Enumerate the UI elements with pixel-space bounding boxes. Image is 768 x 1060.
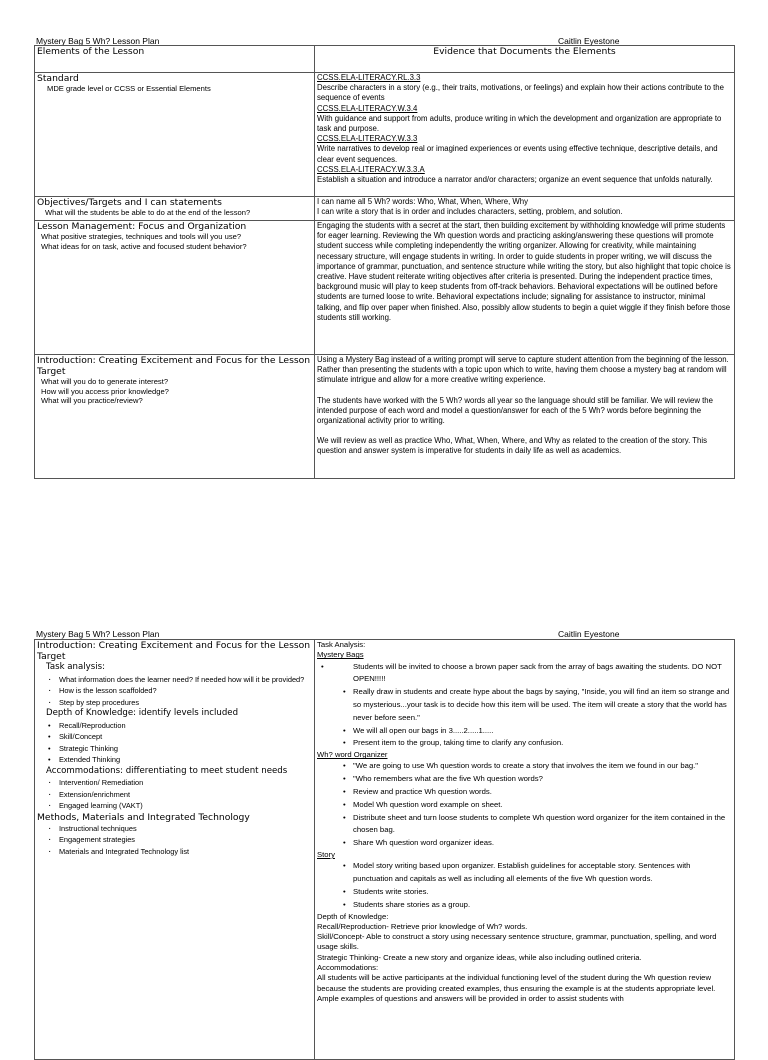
accommodations-list [37,777,312,812]
accommodations-title: Accommodations: [317,963,379,973]
introduction-subheading-1: What will you do to generate interest? [41,377,169,386]
standard-row [35,73,735,197]
list-item: · Instructional techniques [59,823,312,835]
dok-list [37,720,312,766]
objectives-heading: Objectives/Targets and I can statements [37,197,222,208]
list-item: • Students will be invited to choose a brown paper sack from the array of bags awaiting the students. DO NOT OPEN!!!!! [331,661,732,687]
list-item: · Materials and Integrated Technology list [59,846,312,858]
management-subheading-1: What positive strategies, techniques and tools will you use? [41,232,242,241]
page-2 [0,620,768,1024]
story-list [317,860,732,911]
p2-introduction-heading: Introduction: Creating Excitement and Focus for the Lesson Target [37,640,311,662]
lesson-plan-table-1 [34,45,735,479]
management-heading: Lesson Management: Focus and Organization [37,221,247,232]
page2-header-right: Caitlin Eyestone [558,629,620,639]
list-item: • Distribute sheet and turn loose students to complete Wh question word organizer for the item contained in the chosen bag. [353,812,732,838]
list-item: • Skill/Concept [59,731,312,743]
objectives-evidence [315,197,735,221]
accommodations-text: All students will be active participants at the individual functioning level of the student during the Wh question review because the students are providing created examples, thus ensuring the example is at the students appropriate level. Ample examples of questions and answers will be provided in order to assist students with [317,973,716,1003]
list-item: · Engagement strategies [59,834,312,846]
mystery-bags-list [317,661,732,751]
page2-header-left: Mystery Bag 5 Wh? Lesson Plan [36,629,160,639]
management-evidence: Engaging the students with a secret at the start, then building excitement by withholding knowledge will prime students for eager learning. Reviewing the Wh question words and practicing asking/answering these questions will promote student success while completing independently the writing organizer. Allowing for creativity, while maintaining necessary structure, will engage students in writing. In order to guide students in proper writing, we will discuss the importance of grammar, punctuation, and sentence structure while writing the story, but also highlight that topic choice is creative. Have student reiterate writing objectives after criteria is presented. During the independent practice times, background music will play to keep students from off-track behaviors. Behavioral expectations will be outlined before students are turned loose to write. Behavioral expectations include; signaling for assistance to instructor, minimal talking, and flip over paper when finished. Also, possibly allow students to begin a quiet wiggle if they finish before those students still working. [315,221,735,355]
dok-title: Depth of Knowledge: [317,911,389,921]
list-item: • Recall/Reproduction [59,720,312,732]
standard-link-w34[interactable]: CCSS.ELA-LITERACY.W.3.4 [317,103,418,113]
management-row [35,221,735,355]
table-header-row [35,46,735,73]
task-analysis-label: Task analysis: [46,662,105,672]
introduction-paragraph-2: The students have worked with the 5 Wh? words all year so the language should still be familiar. We will review the intended purpose of each word and model a question/answer for each of the 5 Wh? words before beginning the organizational activity prior to writing. [317,395,713,426]
introduction-subheading-3: What will you practice/review? [41,396,143,406]
list-item: • "We are going to use Wh question words to create a story that involves the item we found in our bag." [353,760,732,773]
list-item: • Review and practice Wh question words. [353,786,732,799]
objective-line-1: I can name all 5 Wh? words: Who, What, When, Where, Why [317,197,529,206]
dok-recall: Recall/Reproduction- Retrieve prior knowledge of Wh? words. [317,921,528,931]
elements-cell [35,640,315,1060]
standard-link-w33[interactable]: CCSS.ELA-LITERACY.W.3.3 [317,134,418,144]
standard-text-w33: Write narratives to develop real or imagined experiences or events using effective technique, descriptive details, and clear event sequences. [317,144,718,164]
list-item: • Strategic Thinking [59,743,312,755]
standard-text-rl33: Describe characters in a story (e.g., their traits, motivations, or feelings) and explain how their actions contribute to the sequence of events [317,83,724,103]
methods-heading: Methods, Materials and Integrated Technology [37,811,250,823]
story-heading: Story [317,850,335,860]
list-item: • Model story writing based upon organizer. Establish guidelines for acceptable story. Sentences with punctuation and capitals as well as including all elements of the five Wh question words. [353,860,732,886]
list-item: · Extension/enrichment [59,789,312,801]
lesson-plan-table-2 [34,639,735,1060]
standard-heading: Standard [37,73,79,84]
task-analysis-row [35,640,735,1060]
introduction-row [35,355,735,479]
standard-text-w33a: Establish a situation and introduce a narrator and/or characters; organize an event sequence that unfolds naturally. [317,175,713,185]
list-item: · How is the lesson scaffolded? [59,685,312,697]
dok-strategic: Strategic Thinking- Create a new story and organize ideas, while also including outlined criteria. [317,952,642,962]
page-1 [0,0,768,500]
page1-header-left: Mystery Bag 5 Wh? Lesson Plan [36,36,160,46]
introduction-subheading-2: How will you access prior knowledge? [41,386,169,396]
col-left-heading: Elements of the Lesson [35,46,315,73]
standard-subheading: MDE grade level or CCSS or Essential Elements [47,84,211,93]
list-item: · Step by step procedures [59,697,312,709]
standard-link-rl33[interactable]: CCSS.ELA-LITERACY.RL.3.3 [317,73,421,82]
list-item: • We will all open our bags in 3.....2.....1..... [353,725,732,738]
mystery-bags-heading: Mystery Bags [317,650,364,660]
task-analysis-list [37,674,312,709]
list-item: · Intervention/ Remediation [59,777,312,789]
organizer-list [317,760,732,850]
organizer-heading: Wh? word Organizer [317,750,388,760]
list-item: • Students write stories. [353,886,732,899]
standard-evidence [315,73,735,197]
objectives-subheading: What will the students be able to do at the end of the lesson? [45,208,251,217]
list-item: • Students share stories as a group. [353,899,732,912]
list-item: • Really draw in students and create hype about the bags by saying, "Inside, you will find an item so strange and so mysterious...your task is to decide how this item will be used. The item will create a story that the world has never before seen." [353,686,732,724]
standard-text-w34: With guidance and support from adults, produce writing in which the development and organization are appropriate to task and purpose. [317,113,722,134]
list-item: • Model Wh question word example on sheet. [353,799,732,812]
accommodations-label: Accommodations: differentiating to meet student needs [46,765,288,776]
introduction-heading: Introduction: Creating Excitement and Focus for the Lesson Target [37,355,311,377]
list-item: • Present item to the group, taking time to clarify any confusion. [353,737,732,750]
objective-line-2: I can write a story that is in order and includes characters, setting, problem, and solution. [317,207,623,217]
management-subheading-2: What ideas for on task, active and focused student behavior? [41,241,247,251]
list-item: · What information does the learner need? If needed how will it be provided? [59,674,312,686]
introduction-evidence [315,355,735,479]
task-analysis-title: Task Analysis: [317,640,366,649]
page1-header-right: Caitlin Eyestone [558,36,620,46]
introduction-paragraph-3: We will review as well as practice Who, What, When, Where, and Why as related to the creation of the story. This question and answer system is imperative for students in daily life as well as academics. [317,436,708,456]
task-analysis-evidence [315,640,735,1060]
standard-link-w33a[interactable]: CCSS.ELA-LITERACY.W.3.3.A [317,164,425,174]
objectives-row [35,197,735,221]
dok-label: Depth of Knowledge: identify levels included [46,708,239,718]
methods-list [37,823,312,858]
list-item: • "Who remembers what are the five Wh question words? [353,773,732,786]
list-item: • Share Wh question word organizer ideas. [353,837,732,850]
col-right-heading: Evidence that Documents the Elements [315,46,735,73]
introduction-paragraph-1: Using a Mystery Bag instead of a writing prompt will serve to capture student attention from the beginning of the lesson. Rather than presenting the students with a topic upon which to write, having them choose a mystery bag at random will stimulate intrigue and allow for a more creative writing experience. [317,355,729,385]
dok-skill: Skill/Concept- Able to construct a story using necessary sentence structure, grammar, punctuation, spelling, and word usage skills. [317,932,717,952]
list-item: • Extended Thinking [59,754,312,766]
list-item: · Engaged learning (VAKT) [59,800,312,812]
